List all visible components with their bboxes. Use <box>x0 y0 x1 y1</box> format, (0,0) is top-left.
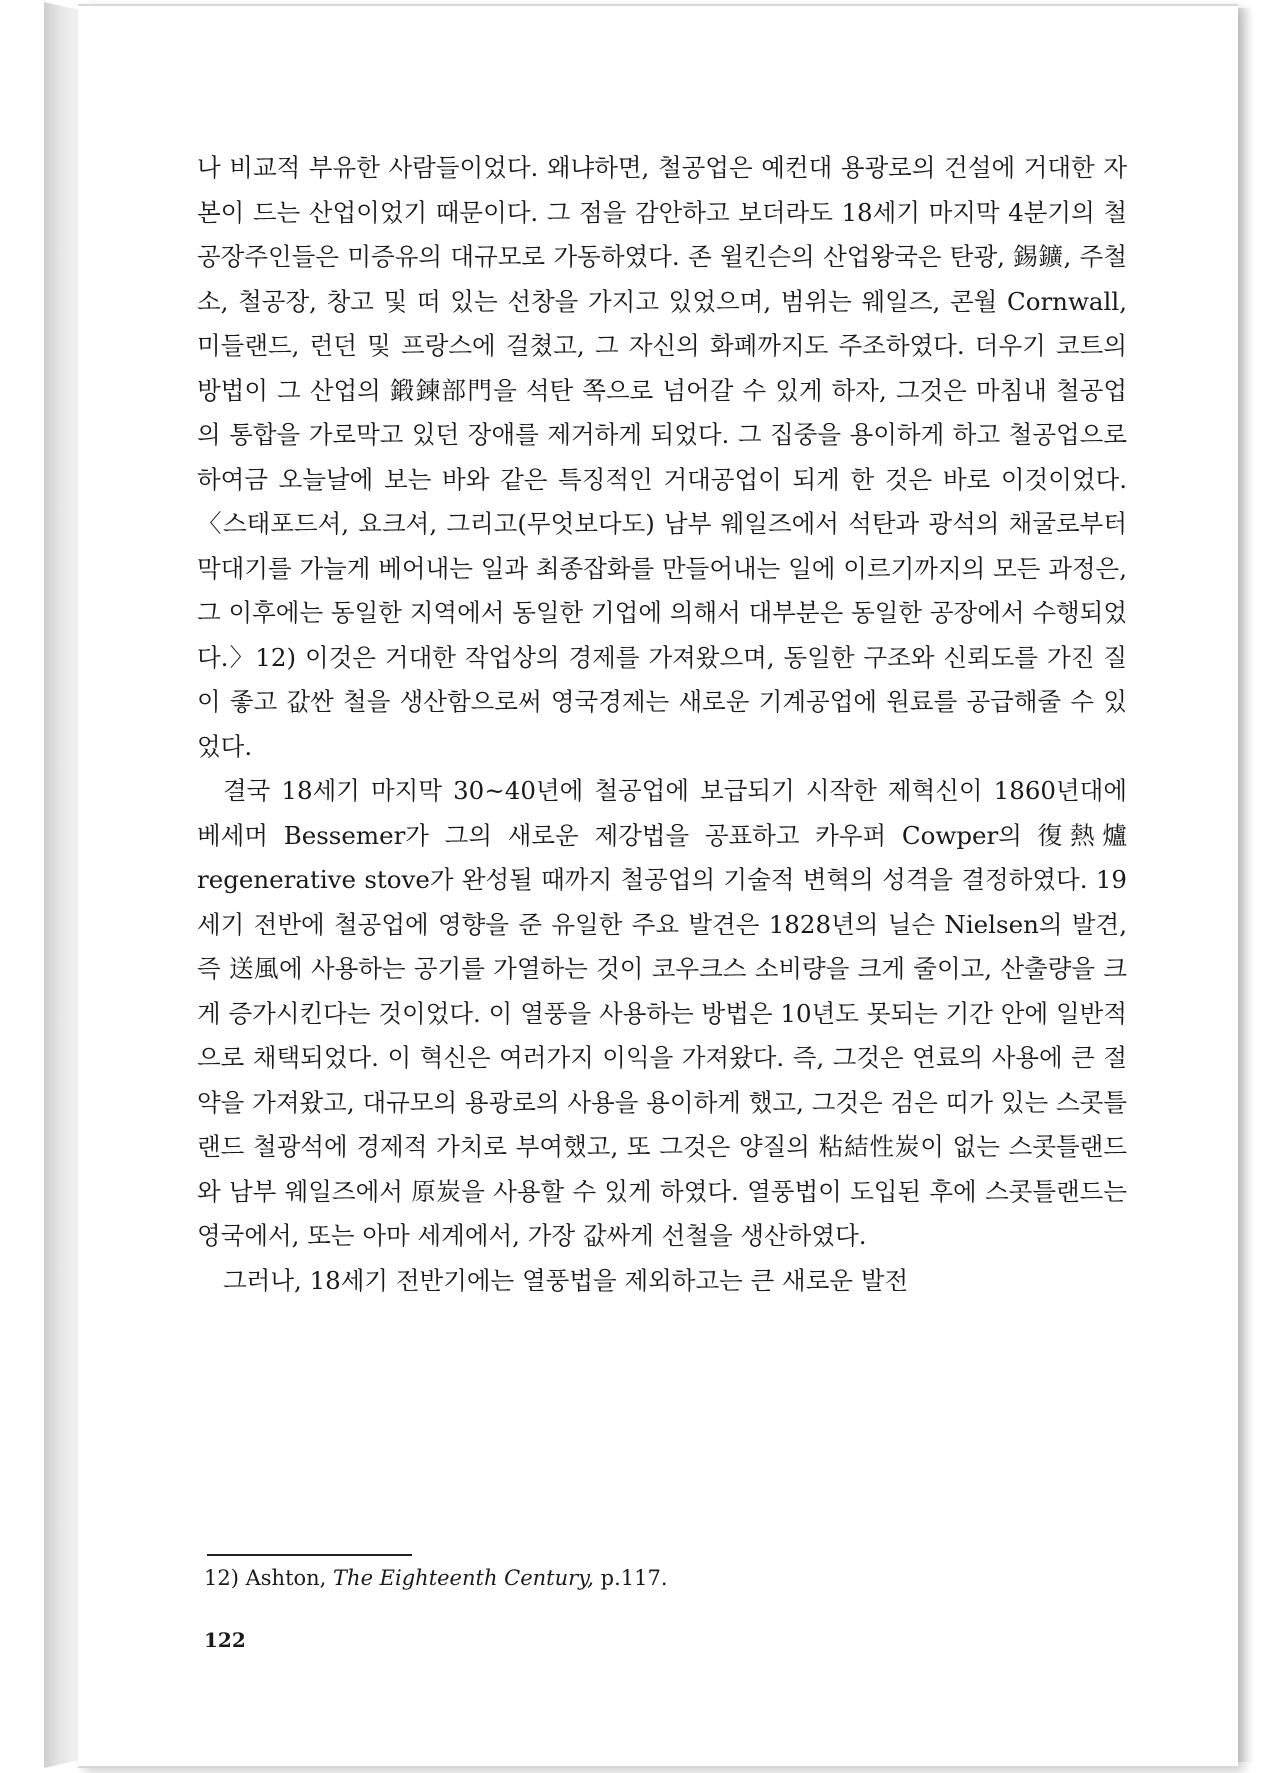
footnote-page: p.117. <box>600 1566 668 1590</box>
page-shadow <box>1238 8 1254 1762</box>
book-spine-edge <box>44 2 80 1768</box>
paragraph-2: 결국 18세기 마지막 30~40년에 철공업에 보급되기 시작한 제혁신이 1860년대에 베세머 Bessemer가 그의 새로운 제강법을 공표하고 카우퍼 Cowper의 復熱爐 regenerative stove가 완성될 때까지 철공업의 기술적 변혁의 성격을 결정하였다. 19세기 전반에 철공업에 영향을 준 유일한 주요 발견은 1828년의 닐슨 Nielsen의 발견, 즉 送風에 사용하는 공기를 가열하는 것이 코우크스 소비량을 크게 줄이고, 산출량을 크게 증가시킨다는 것이었다. 이 열풍을 사용하는 방법은 10년도 못되는 기간 안에 일반적으로 채택되었다. 이 혁신은 여러가지 이익을 가져왔다. 즉, 그것은 연료의 사용에 큰 절약을 가져왔고, 대규모의 용광로의 사용을 용이하게 했고, 그것은 검은 띠가 있는 스콧틀랜드 철광석에 경제적 가치로 부여했고, 또 그것은 양질의 粘結性炭이 없는 스콧틀랜드와 남부 웨일즈에서 原炭을 사용할 수 있게 하였다. 열풍법이 도입된 후에 스콧틀랜드는 영국에서, 또는 아마 세계에서, 가장 값싸게 선철을 생산하였다. <box>197 776 1127 1250</box>
body-text <box>197 146 1127 1303</box>
footnote-divider <box>207 1554 412 1556</box>
paragraph-3: 그러나, 18세기 전반기에는 열풍법을 제외하고는 큰 새로운 발전 <box>223 1265 909 1295</box>
page-number: 122 <box>204 1628 246 1652</box>
footnote-author: Ashton, <box>245 1566 327 1590</box>
paragraph-1: 나 비교적 부유한 사람들이었다. 왜냐하면, 철공업은 예컨대 용광로의 건설에 거대한 자본이 드는 산업이었기 때문이다. 그 점을 감안하고 보더라도 18세기 마지막 4분기의 철공장주인들은 미증유의 대규모로 가동하였다. 존 윌킨슨의 산업왕국은 탄광, 錫鑛, 주철소, 철공장, 창고 및 떠 있는 선창을 가지고 있었으며, 범위는 웨일즈, 콘월 Cornwall, 미들랜드, 런던 및 프랑스에 걸쳤고, 그 자신의 화폐까지도 주조하였다. 더우기 코트의 방법이 그 산업의 鍛鍊部門을 석탄 쪽으로 넘어갈 수 있게 하자, 그것은 마침내 철공업의 통합을 가로막고 있던 장애를 제거하게 되었다. 그 집중을 용이하게 하고 철공업으로 하여금 오늘날에 보는 바와 같은 특징적인 거대공업이 되게 한 것은 바로 이것이었다. 〈스태포드셔, 요크셔, 그리고(무엇보다도) 남부 웨일즈에서 석탄과 광석의 채굴로부터 막대기를 가늘게 베어내는 일과 최종잡화를 만들어내는 일에 이르기까지의 모든 과정은, 그 이후에는 동일한 지역에서 동일한 기업에 의해서 대부분은 동일한 공장에서 수행되었다.〉12) 이것은 거대한 작업상의 경제를 가져왔으며, 동일한 구조와 신뢰도를 가진 질이 좋고 값싼 철을 생산함으로써 영국경제는 새로운 기계공업에 원료를 공급해줄 수 있었다. <box>197 153 1127 761</box>
footnote-marker: 12) <box>204 1566 239 1590</box>
footnote-title: The Eighteenth Century, <box>333 1566 594 1590</box>
footnote <box>204 1566 668 1590</box>
